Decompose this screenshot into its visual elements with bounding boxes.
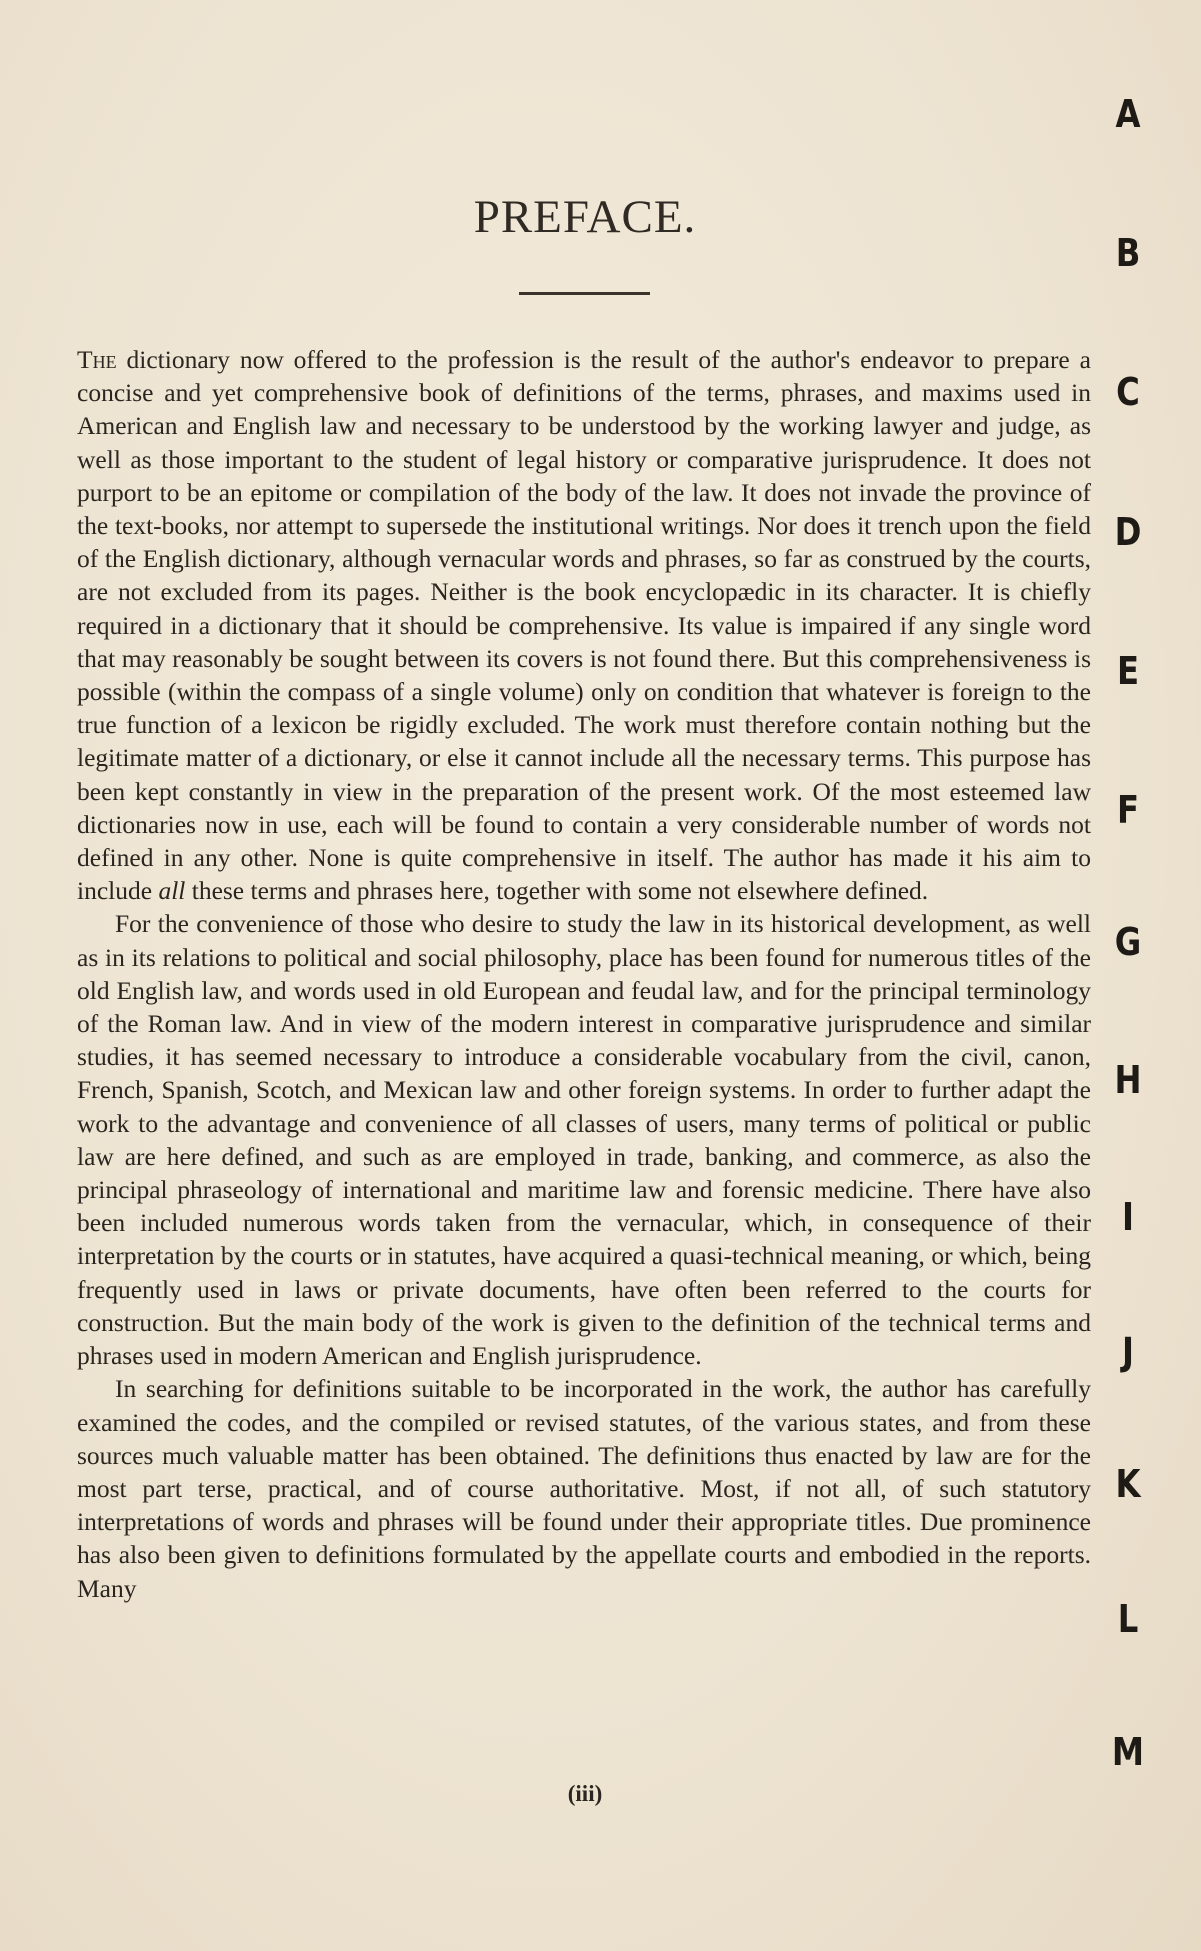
thumb-index: [1104, 0, 1164, 1951]
thumb-tab-f[interactable]: F: [1116, 788, 1140, 832]
thumb-tab-l[interactable]: L: [1117, 1597, 1139, 1641]
page-title: PREFACE.: [473, 191, 697, 243]
paragraph-3: In searching for definitions suitable to be incorporated in the work, the author has carefully examined the codes, and the compiled or revised statutes, of the various states, and from these sources much valuable matter has been obtained. The definitions thus enacted by law are for the most part terse, practical, and of course authoritative. Most, if not all, of such statutory interpretations of words and phrases will be found under their appropriate titles. Due prominence has also been given to definitions formulated by the appellate courts and embodied in the reports. Many: [77, 1374, 1091, 1603]
page-number: (iii): [567, 1781, 603, 1806]
thumb-tab-b[interactable]: B: [1115, 231, 1141, 275]
paragraph-2: For the convenience of those who desire to study the law in its historical development, as well as in its relations to political and social philosophy, place has been found for numerous titles of the old English law, and words used in old European and feudal law, and for the principal terminology of the Roman law. And in view of the modern interest in comparative jurisprudence and similar studies, it has seemed necessary to introduce a considerable vocabulary from the civil, canon, French, Spanish, Scotch, and Mexican law and other foreign systems. In order to further adapt the work to the advantage and convenience of all classes of users, many terms of political or public law are here defined, and such as are employed in trade, banking, and commerce, as also the principal phraseology of international and maritime law and forensic medicine. There have also been included numerous words taken from the vernacular, which, in consequence of their interpretation by the courts or in statutes, have acquired a quasi-technical meaning, or which, being frequently used in laws or private documents, have often been referred to the courts for construction. But the main body of the work is given to the definition of the technical terms and phrases used in modern American and English jurisprudence.: [77, 909, 1091, 1371]
thumb-tab-c[interactable]: C: [1116, 370, 1140, 414]
thumb-tab-a[interactable]: A: [1115, 92, 1141, 136]
thumb-tab-h[interactable]: H: [1114, 1058, 1142, 1102]
thumb-tab-j[interactable]: J: [1121, 1330, 1135, 1374]
paragraph-1-italic: all: [158, 876, 186, 906]
title-rule: [519, 292, 650, 295]
thumb-tab-k[interactable]: K: [1115, 1462, 1141, 1506]
paragraph-1-text-b: these terms and phrases here, together with some not elsewhere defined.: [185, 876, 929, 906]
thumb-tab-e[interactable]: E: [1116, 649, 1140, 693]
thumb-tab-g[interactable]: G: [1114, 920, 1142, 964]
paragraph-1-text-a: dictionary now offered to the profession is the result of the author's endeavor to prepare a concise and yet comprehensive book of definitions of the terms, phrases, and maxims used in American and English law and necessary to be understood by the working lawyer and judge, as well as those important to the student of legal history or comparative jurisprudence. It does not purport to be an epitome or compilation of the body of the law. It does not invade the province of the text-books, nor attempt to supersede the institutional writings. Nor does it trench upon the field of the English dictionary, although vernacular words and phrases, so far as construed by the courts, are not excluded from its pages. Neither is the book encyclopædic in its character. It is chiefly required in a dictionary that it should be comprehensive. Its value is impaired if any single word that may reasonably be sought between its covers is not found there. But this comprehensiveness is possible (within the compass of a single volume) only on condition that whatever is foreign to the true function of a lexicon be rigidly excluded. The work must therefore contain nothing but the legitimate matter of a dictionary, or else it cannot include all the necessary terms. This purpose has been kept constantly in view in the preparation of the present work. Of the most esteemed law dictionaries now in use, each will be found to contain a very considerable number of words not defined in any other. None is quite comprehensive in itself. The author has made it his aim to include: [77, 345, 1091, 906]
thumb-tab-i[interactable]: I: [1121, 1195, 1135, 1239]
thumb-tab-m[interactable]: M: [1111, 1730, 1145, 1774]
paragraph-lead-word: The: [77, 345, 117, 374]
thumb-tab-d[interactable]: D: [1114, 510, 1142, 554]
preface-body: [77, 343, 1091, 1605]
paragraph-1: [77, 343, 1091, 907]
